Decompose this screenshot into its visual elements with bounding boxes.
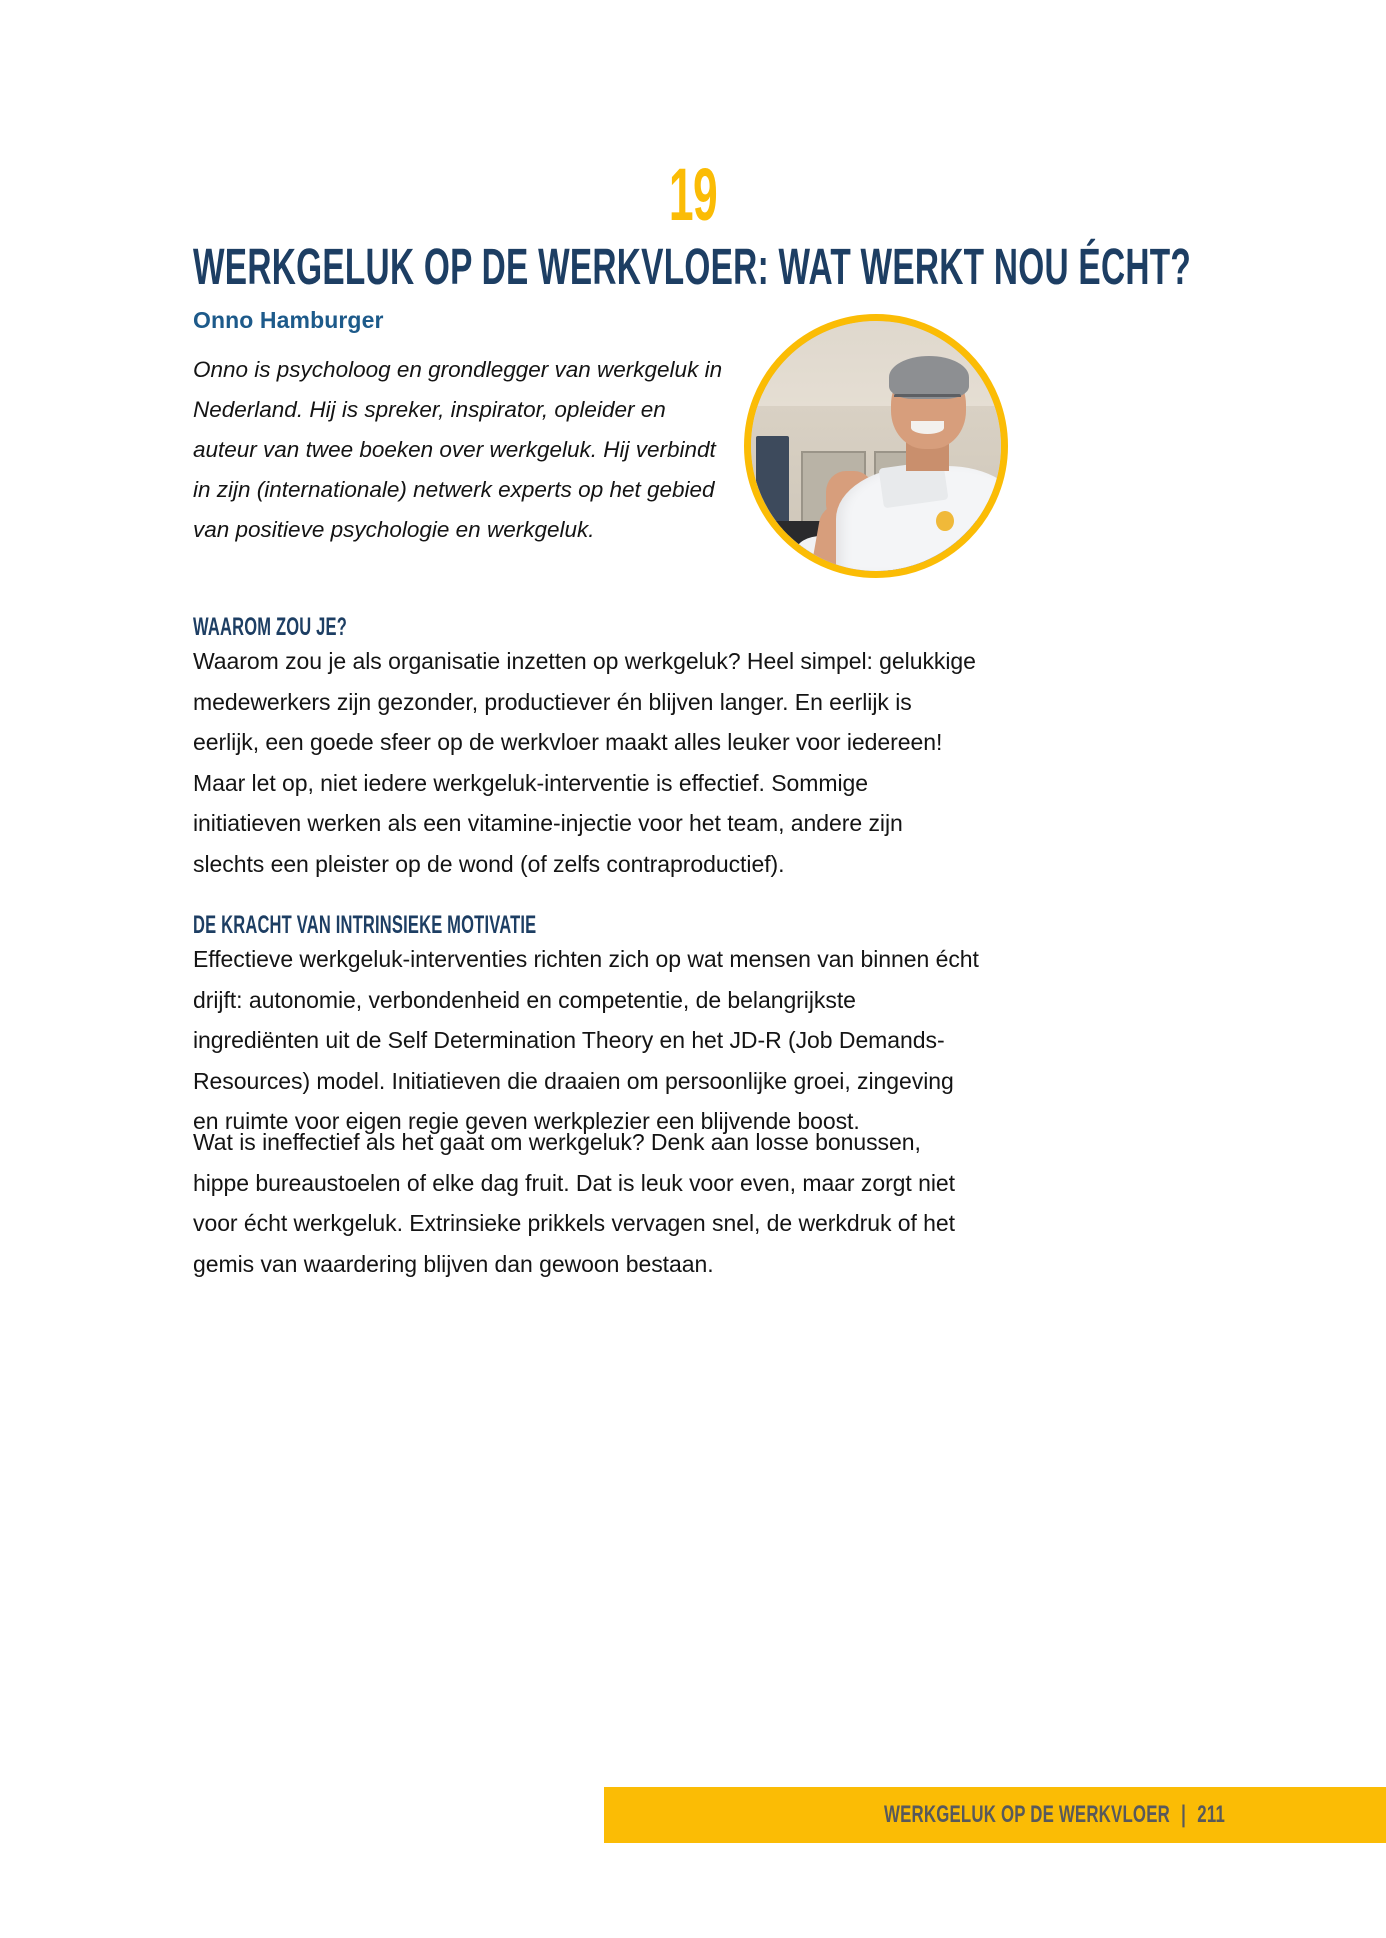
footer-content: [884, 1802, 1225, 1828]
page-number: 211: [1197, 1801, 1225, 1828]
section-paragraph-intrinsieke-motivatie-1: Effectieve werkgeluk-interventies richten zich op wat mensen van binnen écht drijft: autonomie, verbondenheid en competentie, de belangrijkste ingrediënten uit de Self Determination Theory en het JD-R (Job Demands-Resources) model. Initiatieven die draaien om persoonlijke groei, zingeving en ruimte voor eigen regie geven werkplezier een blijvende boost.: [193, 946, 979, 1134]
section-paragraph-waarom-zou-je: Waarom zou je als organisatie inzetten op werkgeluk? Heel simpel: gelukkige medewerkers zijn gezonder, productiever én blijven langer. En eerlijk is eerlijk, een goede sfeer op de werkvloer maakt alles leuker voor iedereen! Maar let op, niet iedere werkgeluk-interventie is effectief. Sommige initiatieven werken als een vitamine-injectie voor het team, andere zijn slechts een pleister op de wond (of zelfs contraproductief).: [193, 648, 976, 877]
portrait-photo: [751, 321, 1001, 571]
page-footer: [604, 1787, 1386, 1843]
photo-hair: [889, 356, 969, 399]
section-paragraph-intrinsieke-motivatie-2: Wat is ineffectief als het gaat om werkgeluk? Denk aan losse bonussen, hippe bureaustoelen of elke dag fruit. Dat is leuk voor even, maar zorgt niet voor écht werkgeluk. Extrinsieke prikkels vervagen snel, de werkdruk of het gemis van waardering blijven dan gewoon bestaan.: [193, 1129, 955, 1277]
page-title: WERKGELUK OP DE WERKVLOER: WAT WERKT NOU ÉCHT?: [193, 238, 1192, 295]
chapter-number: 19: [668, 153, 718, 236]
author-bio: Onno is psycholoog en grondlegger van werkgeluk in Nederland. Hij is spreker, inspirator, opleider en auteur van twee boeken over werkgeluk. Hij verbindt in zijn (internationale) netwerk experts op het gebied van positieve psychologie en werkgeluk.: [193, 357, 723, 542]
photo-glasses: [894, 394, 962, 407]
photo-shirt-logo: [936, 511, 954, 531]
footer-running-title: WERKGELUK OP DE WERKVLOER: [883, 1801, 1170, 1828]
footer-separator: |: [1181, 1801, 1187, 1828]
author-portrait: [744, 314, 1008, 578]
section-heading-intrinsieke-motivatie: DE KRACHT VAN INTRINSIEKE MOTIVATIE: [193, 911, 537, 939]
author-name: Onno Hamburger: [193, 307, 384, 333]
section-heading-waarom-zou-je: WAAROM ZOU JE?: [193, 613, 348, 641]
photo-smile: [911, 421, 944, 434]
